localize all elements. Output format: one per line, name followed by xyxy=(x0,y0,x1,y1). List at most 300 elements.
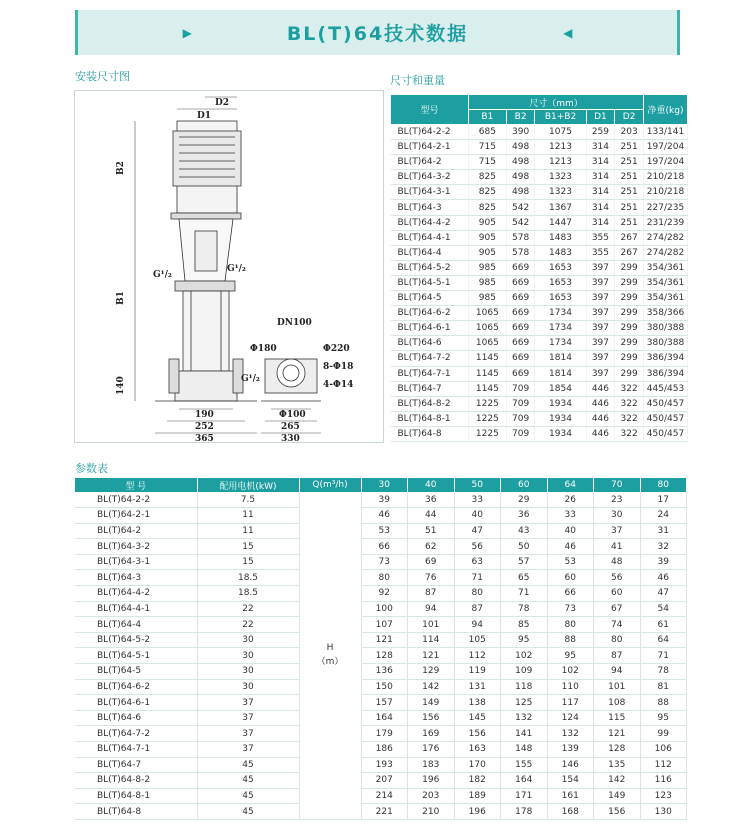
head-value-cell: 130 xyxy=(640,804,687,820)
value-cell: 354/361 xyxy=(644,291,688,306)
head-value-cell: 132 xyxy=(501,710,548,726)
head-value-cell: 156 xyxy=(594,804,641,820)
head-value-cell: 176 xyxy=(408,742,455,758)
head-value-cell: 80 xyxy=(547,617,594,633)
head-value-cell: 46 xyxy=(361,508,408,524)
value-cell: 299 xyxy=(615,336,644,351)
value-cell: 251 xyxy=(615,140,644,155)
value-cell: 1065 xyxy=(469,306,507,321)
model-cell: BL(T)64-2 xyxy=(391,155,469,170)
table-row xyxy=(391,155,688,170)
head-value-cell: 53 xyxy=(547,554,594,570)
value-cell: 669 xyxy=(506,306,535,321)
label-phi180: Φ180 xyxy=(250,344,277,354)
head-value-cell: 80 xyxy=(454,586,501,602)
label-d2: D2 xyxy=(215,98,230,108)
head-value-cell: 47 xyxy=(454,523,501,539)
pump-drawing-svg xyxy=(75,91,385,444)
motor-cell: 30 xyxy=(197,679,299,695)
value-cell: 274/282 xyxy=(644,245,688,260)
value-cell: 450/457 xyxy=(644,411,688,426)
col-flow: 30 xyxy=(361,478,408,492)
value-cell: 669 xyxy=(506,291,535,306)
head-value-cell: 37 xyxy=(594,523,641,539)
head-value-cell: 56 xyxy=(594,570,641,586)
value-cell: 355 xyxy=(586,245,615,260)
head-value-cell: 107 xyxy=(361,617,408,633)
table-row xyxy=(391,381,688,396)
value-cell: 397 xyxy=(586,336,615,351)
value-cell: 210/218 xyxy=(644,170,688,185)
col-model: 型号 xyxy=(391,95,469,125)
head-value-cell: 196 xyxy=(408,773,455,789)
table-row xyxy=(391,185,688,200)
head-value-cell: 203 xyxy=(408,788,455,804)
table-row xyxy=(75,773,687,789)
head-value-cell: 60 xyxy=(547,570,594,586)
value-cell: 905 xyxy=(469,215,507,230)
value-cell: 390 xyxy=(506,125,535,140)
model-cell: BL(T)64-2-1 xyxy=(391,140,469,155)
size-weight-heading: 尺寸和重量 xyxy=(390,74,445,87)
value-cell: 1934 xyxy=(535,426,586,441)
label-b2: B2 xyxy=(116,161,126,175)
value-cell: 1934 xyxy=(535,396,586,411)
head-value-cell: 95 xyxy=(547,648,594,664)
table-row xyxy=(75,679,687,695)
col-flow: 80 xyxy=(640,478,687,492)
pump-stack xyxy=(183,291,229,371)
model-cell: BL(T)64-6-1 xyxy=(75,695,197,711)
table-row xyxy=(75,492,687,508)
table-row xyxy=(75,508,687,524)
value-cell: 1814 xyxy=(535,366,586,381)
model-cell: BL(T)64-8 xyxy=(75,804,197,820)
model-cell: BL(T)64-7 xyxy=(75,757,197,773)
head-value-cell: 87 xyxy=(408,586,455,602)
value-cell: 227/235 xyxy=(644,200,688,215)
value-cell: 985 xyxy=(469,260,507,275)
value-cell: 380/388 xyxy=(644,336,688,351)
value-cell: 251 xyxy=(615,155,644,170)
value-cell: 450/457 xyxy=(644,396,688,411)
model-cell: BL(T)64-3-2 xyxy=(391,170,469,185)
value-cell: 825 xyxy=(469,200,507,215)
value-cell: 578 xyxy=(506,245,535,260)
value-cell: 542 xyxy=(506,215,535,230)
value-cell: 210/218 xyxy=(644,185,688,200)
motor-fins xyxy=(173,131,241,186)
head-value-cell: 207 xyxy=(361,773,408,789)
model-cell: BL(T)64-8-1 xyxy=(75,788,197,804)
head-value-cell: 56 xyxy=(454,539,501,555)
value-cell: 1145 xyxy=(469,351,507,366)
value-cell: 314 xyxy=(586,200,615,215)
model-cell: BL(T)64-4-1 xyxy=(75,601,197,617)
head-value-cell: 110 xyxy=(547,679,594,695)
title-banner xyxy=(75,10,680,55)
head-value-cell: 168 xyxy=(547,804,594,820)
value-cell: 498 xyxy=(506,170,535,185)
head-value-cell: 196 xyxy=(454,804,501,820)
head-value-cell: 46 xyxy=(640,570,687,586)
value-cell: 1213 xyxy=(535,140,586,155)
value-cell: 709 xyxy=(506,426,535,441)
head-value-cell: 88 xyxy=(640,695,687,711)
value-cell: 446 xyxy=(586,411,615,426)
value-cell: 314 xyxy=(586,170,615,185)
model-cell: BL(T)64-4-2 xyxy=(75,586,197,602)
value-cell: 322 xyxy=(615,381,644,396)
value-cell: 299 xyxy=(615,291,644,306)
head-value-cell: 39 xyxy=(640,554,687,570)
label-d1: D1 xyxy=(197,111,212,121)
head-value-cell: 87 xyxy=(454,601,501,617)
table-row xyxy=(391,200,688,215)
col-flow: 50 xyxy=(454,478,501,492)
value-cell: 299 xyxy=(615,260,644,275)
table-row xyxy=(75,804,687,820)
head-value-cell: 73 xyxy=(361,554,408,570)
value-cell: 259 xyxy=(586,125,615,140)
head-value-cell: 117 xyxy=(547,695,594,711)
value-cell: 251 xyxy=(615,200,644,215)
head-value-cell: 118 xyxy=(501,679,548,695)
head-value-cell: 189 xyxy=(454,788,501,804)
model-cell: BL(T)64-8-2 xyxy=(391,396,469,411)
head-value-cell: 50 xyxy=(501,539,548,555)
table-row xyxy=(391,140,688,155)
motor-cell: 18.5 xyxy=(197,570,299,586)
head-value-cell: 183 xyxy=(408,757,455,773)
head-value-cell: 115 xyxy=(594,710,641,726)
value-cell: 274/282 xyxy=(644,230,688,245)
motor-cell: 45 xyxy=(197,804,299,820)
head-value-cell: 129 xyxy=(408,664,455,680)
head-value-cell: 36 xyxy=(501,508,548,524)
col-size: 尺寸（mm） xyxy=(469,95,644,110)
head-value-cell: 135 xyxy=(594,757,641,773)
model-cell: BL(T)64-4-2 xyxy=(391,215,469,230)
head-value-cell: 150 xyxy=(361,679,408,695)
value-cell: 299 xyxy=(615,306,644,321)
model-cell: BL(T)64-2 xyxy=(75,523,197,539)
value-cell: 299 xyxy=(615,321,644,336)
value-cell: 397 xyxy=(586,291,615,306)
value-cell: 498 xyxy=(506,185,535,200)
value-cell: 251 xyxy=(615,185,644,200)
head-value-cell: 119 xyxy=(454,664,501,680)
table-row xyxy=(75,726,687,742)
label-g-side: G¹/₂ xyxy=(241,374,260,384)
motor-cell: 37 xyxy=(197,695,299,711)
model-cell: BL(T)64-7 xyxy=(391,381,469,396)
table-row xyxy=(391,366,688,381)
head-value-cell: 67 xyxy=(594,601,641,617)
head-value-cell: 186 xyxy=(361,742,408,758)
value-cell: 358/366 xyxy=(644,306,688,321)
motor-cell: 45 xyxy=(197,773,299,789)
pump-base xyxy=(175,371,237,401)
value-cell: 905 xyxy=(469,245,507,260)
head-value-cell: 33 xyxy=(547,508,594,524)
model-cell: BL(T)64-6-1 xyxy=(391,321,469,336)
label-w265: 265 xyxy=(281,422,300,432)
head-value-cell: 69 xyxy=(408,554,455,570)
head-value-cell: 47 xyxy=(640,586,687,602)
head-value-cell: 156 xyxy=(454,726,501,742)
label-holes2: 4-Φ14 xyxy=(323,380,354,390)
head-value-cell: 88 xyxy=(547,632,594,648)
value-cell: 299 xyxy=(615,275,644,290)
table-row xyxy=(391,245,688,260)
motor-flange xyxy=(171,213,241,219)
value-cell: 1734 xyxy=(535,336,586,351)
table-row xyxy=(75,632,687,648)
model-cell: BL(T)64-3-2 xyxy=(75,539,197,555)
head-value-cell: 17 xyxy=(640,492,687,508)
table-row xyxy=(75,617,687,633)
head-value-cell: 44 xyxy=(408,508,455,524)
value-cell: 685 xyxy=(469,125,507,140)
value-cell: 1225 xyxy=(469,426,507,441)
head-value-cell: 179 xyxy=(361,726,408,742)
model-cell: BL(T)64-6-2 xyxy=(391,306,469,321)
table-row xyxy=(391,336,688,351)
value-cell: 299 xyxy=(615,366,644,381)
head-label-cell xyxy=(299,492,361,819)
table-row xyxy=(391,411,688,426)
value-cell: 905 xyxy=(469,230,507,245)
head-value-cell: 57 xyxy=(501,554,548,570)
value-cell: 397 xyxy=(586,351,615,366)
model-cell: BL(T)64-6-2 xyxy=(75,679,197,695)
motor-cell: 30 xyxy=(197,664,299,680)
value-cell: 445/453 xyxy=(644,381,688,396)
value-cell: 267 xyxy=(615,230,644,245)
head-value-cell: 105 xyxy=(454,632,501,648)
model-cell: BL(T)64-8-1 xyxy=(391,411,469,426)
head-value-cell: 156 xyxy=(408,710,455,726)
value-cell: 669 xyxy=(506,366,535,381)
head-value-cell: 30 xyxy=(594,508,641,524)
col-sub-d1: D1 xyxy=(586,110,615,125)
model-cell: BL(T)64-3-1 xyxy=(391,185,469,200)
head-value-cell: 141 xyxy=(501,726,548,742)
table-row xyxy=(75,788,687,804)
head-value-cell: 154 xyxy=(547,773,594,789)
col-model: 型 号 xyxy=(75,478,197,492)
left-arrow-icon: ◀ xyxy=(563,25,573,40)
model-cell: BL(T)64-5-1 xyxy=(75,648,197,664)
value-cell: 322 xyxy=(615,411,644,426)
value-cell: 1225 xyxy=(469,411,507,426)
head-value-cell: 142 xyxy=(594,773,641,789)
value-cell: 715 xyxy=(469,140,507,155)
table-row xyxy=(75,757,687,773)
value-cell: 1854 xyxy=(535,381,586,396)
motor-cell: 37 xyxy=(197,742,299,758)
head-value-cell: 164 xyxy=(501,773,548,789)
motor-cell: 45 xyxy=(197,788,299,804)
head-value-cell: 61 xyxy=(640,617,687,633)
head-value-cell: 36 xyxy=(408,492,455,508)
value-cell: 1483 xyxy=(535,245,586,260)
head-value-cell: 157 xyxy=(361,695,408,711)
motor-cell: 15 xyxy=(197,539,299,555)
table-row xyxy=(75,586,687,602)
head-value-cell: 73 xyxy=(547,601,594,617)
head-value-cell: 95 xyxy=(640,710,687,726)
head-value-cell: 71 xyxy=(640,648,687,664)
col-sub-b1-plus-b2: B1+B2 xyxy=(535,110,586,125)
value-cell: 669 xyxy=(506,351,535,366)
head-value-cell: 148 xyxy=(501,742,548,758)
head-value-cell: 87 xyxy=(594,648,641,664)
motor-cell: 18.5 xyxy=(197,586,299,602)
head-value-cell: 53 xyxy=(361,523,408,539)
head-unit: （m） xyxy=(316,657,344,668)
value-cell: 354/361 xyxy=(644,260,688,275)
model-cell: BL(T)64-7-2 xyxy=(391,351,469,366)
head-value-cell: 40 xyxy=(547,523,594,539)
motor-cell: 22 xyxy=(197,617,299,633)
value-cell: 355 xyxy=(586,230,615,245)
head-value-cell: 39 xyxy=(361,492,408,508)
outlet-flange xyxy=(277,359,305,387)
value-cell: 397 xyxy=(586,366,615,381)
head-value-cell: 76 xyxy=(408,570,455,586)
head-value-cell: 112 xyxy=(454,648,501,664)
head-value-cell: 81 xyxy=(640,679,687,695)
head-value-cell: 102 xyxy=(547,664,594,680)
model-cell: BL(T)64-5 xyxy=(75,664,197,680)
head-value-cell: 101 xyxy=(594,679,641,695)
motor-cell: 37 xyxy=(197,710,299,726)
value-cell: 314 xyxy=(586,155,615,170)
table-row xyxy=(75,570,687,586)
value-cell: 380/388 xyxy=(644,321,688,336)
value-cell: 1323 xyxy=(535,170,586,185)
label-g-right: G¹/₂ xyxy=(227,264,246,274)
col-motor: 配用电机(kW) xyxy=(197,478,299,492)
head-value-cell: 138 xyxy=(454,695,501,711)
value-cell: 669 xyxy=(506,321,535,336)
col-flow: 40 xyxy=(408,478,455,492)
head-value-cell: 51 xyxy=(408,523,455,539)
head-value-cell: 161 xyxy=(547,788,594,804)
head-value-cell: 123 xyxy=(640,788,687,804)
model-cell: BL(T)64-4-1 xyxy=(391,230,469,245)
model-cell: BL(T)64-4 xyxy=(391,245,469,260)
table-row xyxy=(391,170,688,185)
value-cell: 386/394 xyxy=(644,366,688,381)
table-row xyxy=(75,742,687,758)
value-cell: 498 xyxy=(506,155,535,170)
head-value-cell: 121 xyxy=(408,648,455,664)
label-w330: 330 xyxy=(281,434,300,444)
value-cell: 709 xyxy=(506,381,535,396)
head-value-cell: 136 xyxy=(361,664,408,680)
table-row xyxy=(75,648,687,664)
head-value-cell: 94 xyxy=(594,664,641,680)
model-cell: BL(T)64-5 xyxy=(391,291,469,306)
value-cell: 1145 xyxy=(469,366,507,381)
value-cell: 1934 xyxy=(535,411,586,426)
head-value-cell: 85 xyxy=(501,617,548,633)
value-cell: 1483 xyxy=(535,230,586,245)
col-sub-b2: B2 xyxy=(506,110,535,125)
table-row xyxy=(391,396,688,411)
head-value-cell: 128 xyxy=(361,648,408,664)
value-cell: 709 xyxy=(506,396,535,411)
head-value-cell: 80 xyxy=(361,570,408,586)
label-dn100: DN100 xyxy=(277,318,312,328)
head-value-cell: 164 xyxy=(361,710,408,726)
head-label: H xyxy=(326,643,334,654)
head-value-cell: 78 xyxy=(501,601,548,617)
value-cell: 314 xyxy=(586,140,615,155)
value-cell: 542 xyxy=(506,200,535,215)
head-value-cell: 29 xyxy=(501,492,548,508)
value-cell: 446 xyxy=(586,426,615,441)
model-cell: BL(T)64-2-1 xyxy=(75,508,197,524)
head-value-cell: 94 xyxy=(454,617,501,633)
label-w365: 365 xyxy=(195,434,214,444)
head-value-cell: 95 xyxy=(501,632,548,648)
head-value-cell: 125 xyxy=(501,695,548,711)
head-value-cell: 193 xyxy=(361,757,408,773)
value-cell: 1814 xyxy=(535,351,586,366)
install-dims-heading: 安装尺寸图 xyxy=(75,70,130,83)
value-cell: 197/204 xyxy=(644,140,688,155)
head-value-cell: 64 xyxy=(640,632,687,648)
table-row xyxy=(391,426,688,441)
head-value-cell: 128 xyxy=(594,742,641,758)
head-value-cell: 80 xyxy=(594,632,641,648)
model-cell: BL(T)64-8 xyxy=(391,426,469,441)
head-value-cell: 100 xyxy=(361,601,408,617)
label-w252: 252 xyxy=(195,422,214,432)
value-cell: 825 xyxy=(469,185,507,200)
head-value-cell: 106 xyxy=(640,742,687,758)
page-title: BL(T)64技术数据 xyxy=(286,23,469,45)
col-sub-d2: D2 xyxy=(615,110,644,125)
value-cell: 578 xyxy=(506,230,535,245)
head-value-cell: 63 xyxy=(454,554,501,570)
table-row xyxy=(75,539,687,555)
model-cell: BL(T)64-2-2 xyxy=(75,492,197,508)
params-heading: 参数表 xyxy=(75,462,108,475)
value-cell: 1225 xyxy=(469,396,507,411)
head-value-cell: 48 xyxy=(594,554,641,570)
value-cell: 450/457 xyxy=(644,426,688,441)
head-value-cell: 112 xyxy=(640,757,687,773)
table-row xyxy=(391,215,688,230)
value-cell: 446 xyxy=(586,381,615,396)
value-cell: 1213 xyxy=(535,155,586,170)
table-row xyxy=(391,351,688,366)
head-value-cell: 124 xyxy=(547,710,594,726)
model-cell: BL(T)64-7-1 xyxy=(75,742,197,758)
value-cell: 133/141 xyxy=(644,125,688,140)
col-flow: 70 xyxy=(594,478,641,492)
head-value-cell: 221 xyxy=(361,804,408,820)
head-value-cell: 32 xyxy=(640,539,687,555)
head-value-cell: 142 xyxy=(408,679,455,695)
model-cell: BL(T)64-5-2 xyxy=(75,632,197,648)
head-value-cell: 78 xyxy=(640,664,687,680)
